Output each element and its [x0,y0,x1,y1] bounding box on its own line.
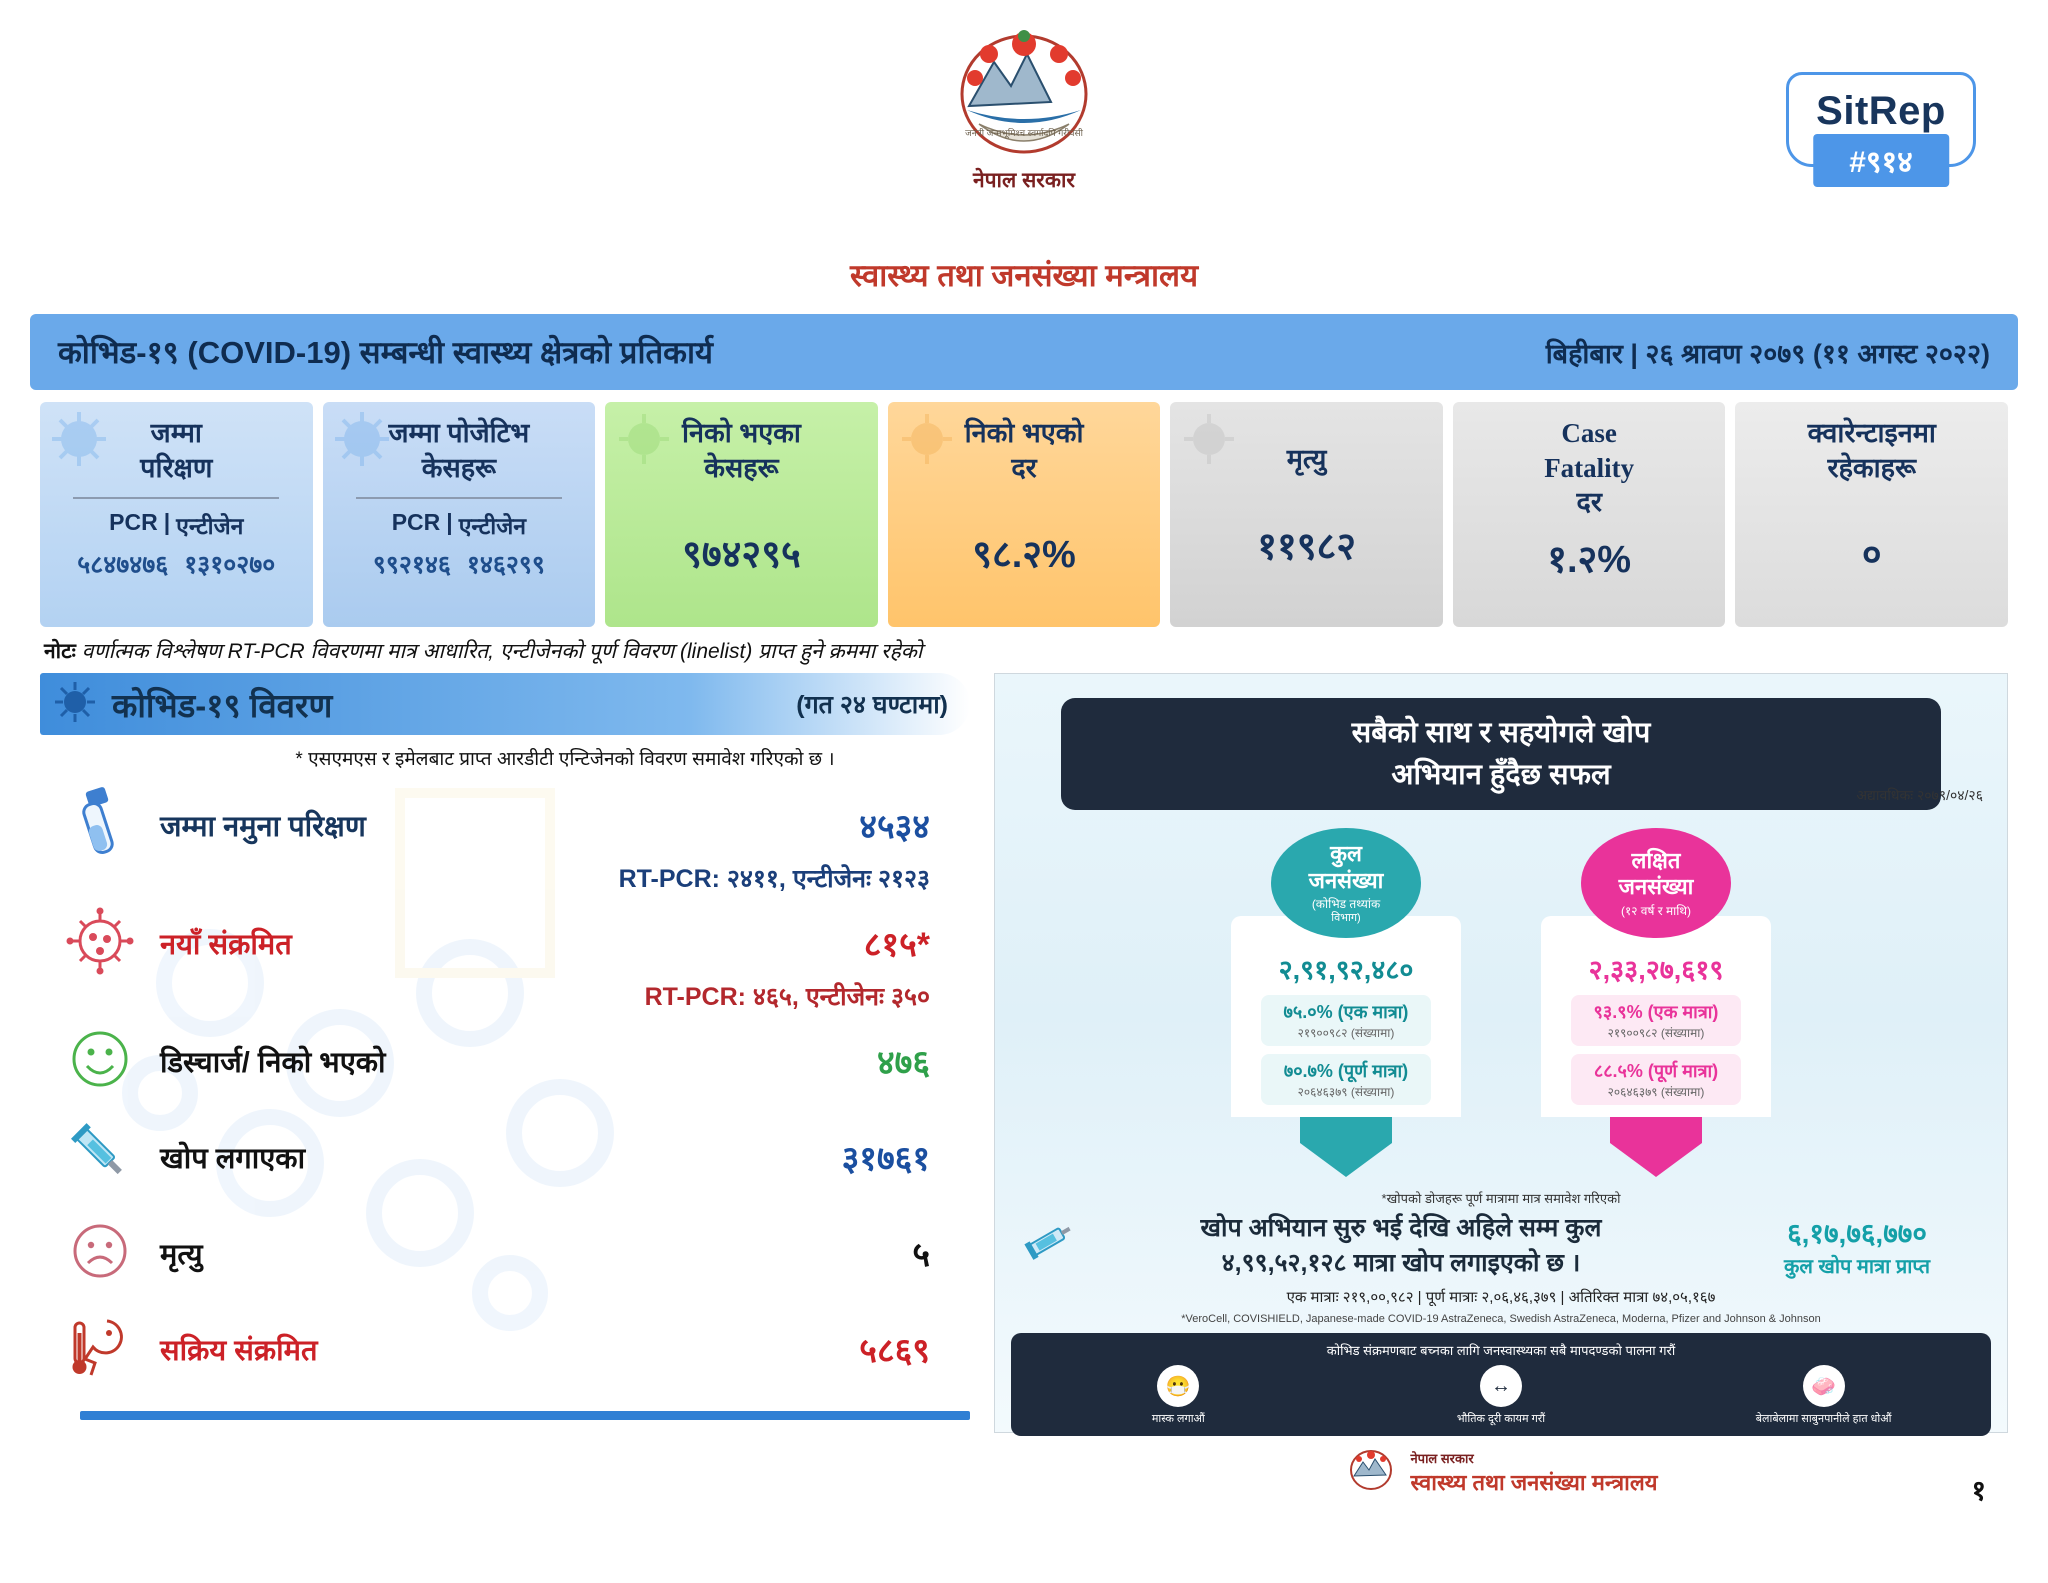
sitrep-badge [1786,72,1976,179]
bubble-dose1-pct: ९३.९% (एक मात्रा) [1593,1002,1719,1023]
bubble-body [1541,916,1771,1117]
bubble-dose1-chip [1261,995,1431,1046]
stat-value: ५ [912,1236,930,1274]
poster-mid-line2: ४,९९,५२,१२८ मात्रा खोप लगाइएको छ । [1221,1249,1581,1278]
stat-row [40,777,970,873]
handwash-icon: 🧼 [1803,1365,1845,1407]
card-quarantine [1735,402,2008,627]
guideline-item [1356,1365,1646,1426]
title-bar [30,314,2018,390]
report-title-np2: सम्बन्धी स्वास्थ्य क्षेत्रको प्रतिकार्य [351,335,713,370]
test-tube-icon [40,783,160,868]
bubble-dose1-count: २१९००९८२ (संख्यामा) [1607,1026,1705,1041]
guideline-caption: भौतिक दूरी कायम गरौं [1456,1413,1546,1426]
report-title [58,331,713,373]
stat-label: जम्मा नमुना परिक्षण [160,810,366,843]
stat-value: ५८६९ [859,1332,930,1370]
report-title-np1: कोभिड-१९ [58,335,188,370]
card-value: ११९८२ [1257,525,1356,568]
syringe-icon [40,1115,160,1200]
card-title-line2: केसहरू [421,452,497,483]
bubble-sub1: (कोभिड तथ्यांक [1311,897,1381,912]
target-population-bubble [1541,828,1771,1177]
card-sub-separator: | [163,509,171,536]
card-value: १.२% [1547,538,1632,581]
stat-value: ४५३४ [859,808,930,846]
syringe-icon [1015,1219,1075,1274]
mask-icon: 😷 [1157,1365,1199,1407]
poster-fine-print: *VeroCell, COVISHIELD, Japanese-made COVID-19 AstraZeneca, Swedish AstraZeneca, Moderna, Pfizer and Johnson & Johnson [1181,1313,1821,1326]
card-deaths [1170,402,1443,627]
stat-row [40,1301,970,1397]
stat-row [40,895,970,991]
bubble-arrow-stem [1300,1117,1392,1143]
page-number: १ [1971,1475,1986,1506]
bubble-dose2-chip [1261,1054,1431,1105]
poster-middle-row [1015,1211,1987,1281]
card-sub-value-pcr: ५८४७४७६ [77,551,169,580]
card-total-tests [40,402,313,627]
poster-footnote: *खोपको डोजहरू पूर्ण मात्रामा मात्र समावेश गरिएको [1381,1191,1621,1207]
bubble-body [1231,916,1461,1117]
bubble-dose1-chip [1571,995,1741,1046]
card-title-line1: जम्मा पोजेटिभ [388,418,530,448]
stat-label: सक्रिय संक्रमित [160,1334,318,1367]
card-title-line1: मृत्यु [1286,444,1327,474]
card-divider [73,497,279,499]
bottom-rule [80,1411,970,1420]
card-title-line3: दर [1576,487,1602,518]
stat-value: ३१७६१ [841,1140,930,1178]
total-population-bubble [1231,828,1461,1177]
poster-total-doses [1727,1214,1987,1279]
poster-banner-line2: अभियान हुँदैछ सफल [1391,759,1611,792]
card-title-line1: Case [1561,418,1617,448]
svg-text:जननी जन्मभूमिश्च स्वर्गादपि गर: जननी जन्मभूमिश्च स्वर्गादपि गरीयसी [965,128,1083,138]
card-title-line2: रहेकाहरू [1827,452,1916,483]
guideline-caption: मास्क लगाऔं [1151,1413,1205,1426]
poster-footer-ministry: स्वास्थ्य तथा जनसंख्या मन्त्रालय [1410,1469,1658,1495]
virus-icon [40,901,160,986]
sitrep-number: #९१४ [1813,134,1949,187]
section-header [40,673,970,735]
bubble-sub2: विभाग) [1331,911,1361,924]
poster-middle-text [1075,1211,1727,1281]
poster-banner-line1: सबैको साथ र सहयोगले खोप [1351,717,1651,749]
gov-label: नेपाल सरकार [972,169,1076,192]
poster-guidelines [1011,1333,1991,1436]
note-prefix: नोटः [44,640,76,663]
page-header [0,0,2048,300]
bubble-number: २,९१,९२,४८० [1278,955,1414,986]
bubble-dose2-pct: ७०.७% (पूर्ण मात्रा) [1283,1061,1409,1082]
card-sub-value-antigen: १४६२९९ [466,551,545,580]
nepal-emblem-icon [939,14,1109,164]
summary-cards [40,402,2008,627]
card-value: ९७४२९५ [682,534,801,577]
poster-guidelines-header: कोभिड संक्रमणबाट बच्नका लागि जनस्वास्थ्यका सबै मापदण्डको पालना गरौं [1326,1343,1676,1359]
sitrep-label: SitRep [1816,89,1946,133]
bubble-title1: लक्षित [1631,848,1681,873]
bubble-dose2-pct: ८८.५% (पूर्ण मात्रा) [1593,1061,1719,1082]
card-title-line2: Fatality [1544,452,1635,483]
footnote-note [44,637,2004,665]
poster-doses-breakdown: एक मात्राः २१९,००,९८२ | पूर्ण मात्राः २,०६,४६,३७९ | अतिरिक्त मात्रा ७४,०५,१६७ [1286,1289,1716,1307]
bubble-head [1581,828,1731,938]
report-date: बिहीबार | २६ श्रावण २०७९ (११ अगस्ट २०२२) [1545,338,1990,369]
card-title-line1: निको भएको [964,418,1084,448]
daily-stats-panel [40,673,970,1433]
vaccination-poster [994,673,2008,1495]
stat-sub: RT-PCR: २४११, एन्टीजेनः २१२३ [618,865,930,893]
ministry-title: स्वास्थ्य तथा जनसंख्या मन्त्रालय [849,258,1199,293]
card-title-line2: दर [1011,452,1037,483]
poster-total-caption: कुल खोप मात्रा प्राप्त [1784,1255,1930,1278]
bubble-arrow-head [1300,1143,1392,1177]
stat-label: नयाँ संक्रमित [160,928,292,961]
card-title-line2: केसहरू [704,452,779,483]
poster-date-stamp: अद्यावधिकः २०७९/०४/२६ [1856,787,1983,803]
bubble-dose2-chip [1571,1054,1741,1105]
bubble-dose1-count: २१९००९८२ (संख्यामा) [1297,1026,1395,1041]
card-sub-label-antigen: एन्टीजेन [176,513,244,540]
poster-bubbles [995,828,2007,1177]
bubble-head [1271,828,1421,938]
note-text: वर्णात्मक विश्लेषण RT-PCR विवरणमा मात्र आधारित, एन्टीजेनको पूर्ण विवरण (linelist) प्राप्त हुने क्रममा रहेको [81,640,923,663]
active-case-icon [40,1307,160,1392]
guideline-item [1033,1365,1323,1426]
card-value: ० [1861,534,1882,577]
star-note: * एसएमएस र इमेलबाट प्राप्त आरडीटी एन्टिजेनको विवरण समावेश गरिएको छ । [295,749,835,770]
stat-row [40,1205,970,1301]
poster-banner [1061,698,1941,810]
stat-value: ४७६ [876,1044,930,1082]
card-sub-label-pcr: PCR [391,509,441,536]
stat-row [40,1109,970,1205]
card-sub-value-antigen: १३१०२७० [184,551,276,580]
bubble-dose2-count: २०६४६३७९ (संख्यामा) [1297,1085,1395,1100]
card-title-line1: निको भएका [682,418,801,448]
stat-label: खोप लगाएका [160,1142,306,1175]
bubble-title1: कुल [1330,841,1362,867]
poster-total-number: ६,१७,७६,७७० [1787,1217,1927,1249]
bubble-number: २,३३,२७,६१९ [1588,955,1724,986]
card-sub-value-pcr: ९९२१४६ [372,551,451,580]
bubble-arrow-head [1610,1143,1702,1177]
card-sub-label-pcr: PCR [109,509,158,536]
smiley-icon [40,1024,160,1099]
section-subtitle: (गत २४ घण्टामा) [796,691,948,719]
stat-sub: RT-PCR: ४६५, एन्टीजेनः ३५० [644,983,930,1011]
bubble-arrow-stem [1610,1117,1702,1143]
covid-virus-icon [52,679,98,730]
poster-mid-line1: खोप अभियान सुरु भई देखि अहिले सम्म कुल [1200,1214,1602,1243]
card-sub-label-antigen: एन्टीजेन [458,513,527,540]
body-row [40,673,2008,1495]
stat-row [40,1013,970,1109]
card-title-line2: परिक्षण [140,452,213,483]
stat-label: डिस्चार्ज/ निको भएको [160,1046,386,1079]
poster-footer-gov: नेपाल सरकार [1410,1450,1474,1466]
card-recovery-rate [888,402,1161,627]
card-case-fatality-rate [1453,402,1726,627]
nepal-emblem-icon [1344,1446,1398,1499]
card-recovered-cases [605,402,878,627]
bubble-dose1-pct: ७५.०% (एक मात्रा) [1283,1002,1409,1023]
card-total-positive [323,402,596,627]
stat-label: मृत्यु [160,1238,203,1271]
card-title-line1: क्वारेन्टाइनमा [1807,418,1936,448]
bubble-title2: जनसंख्या [1618,874,1694,900]
sad-face-icon [40,1216,160,1291]
card-sub-separator: | [446,509,453,536]
card-divider [356,497,562,499]
card-title-line1: जम्मा [150,418,202,448]
guideline-caption: बेलाबेलामा साबुनपानीले हात धोऔं [1755,1413,1892,1426]
section-title: कोभिड-१९ विवरण [112,686,333,724]
bubble-dose2-count: २०६४६३७९ (संख्यामा) [1607,1085,1705,1100]
distance-icon: ↔ [1480,1365,1522,1407]
bubble-sub1: (१२ वर्ष र माथि) [1620,903,1692,918]
poster-footer [995,1446,2007,1499]
bubble-title2: जनसंख्या [1308,867,1384,893]
card-value: ९८.२% [972,534,1076,577]
report-title-en: (COVID-19) [187,335,352,370]
guideline-item [1678,1365,1968,1426]
government-emblem-block [914,14,1134,194]
vaccination-poster-panel [994,673,2008,1495]
stat-value: ८१५* [863,926,930,964]
poster-guideline-icons [1017,1365,1985,1426]
stat-list [40,777,970,1397]
